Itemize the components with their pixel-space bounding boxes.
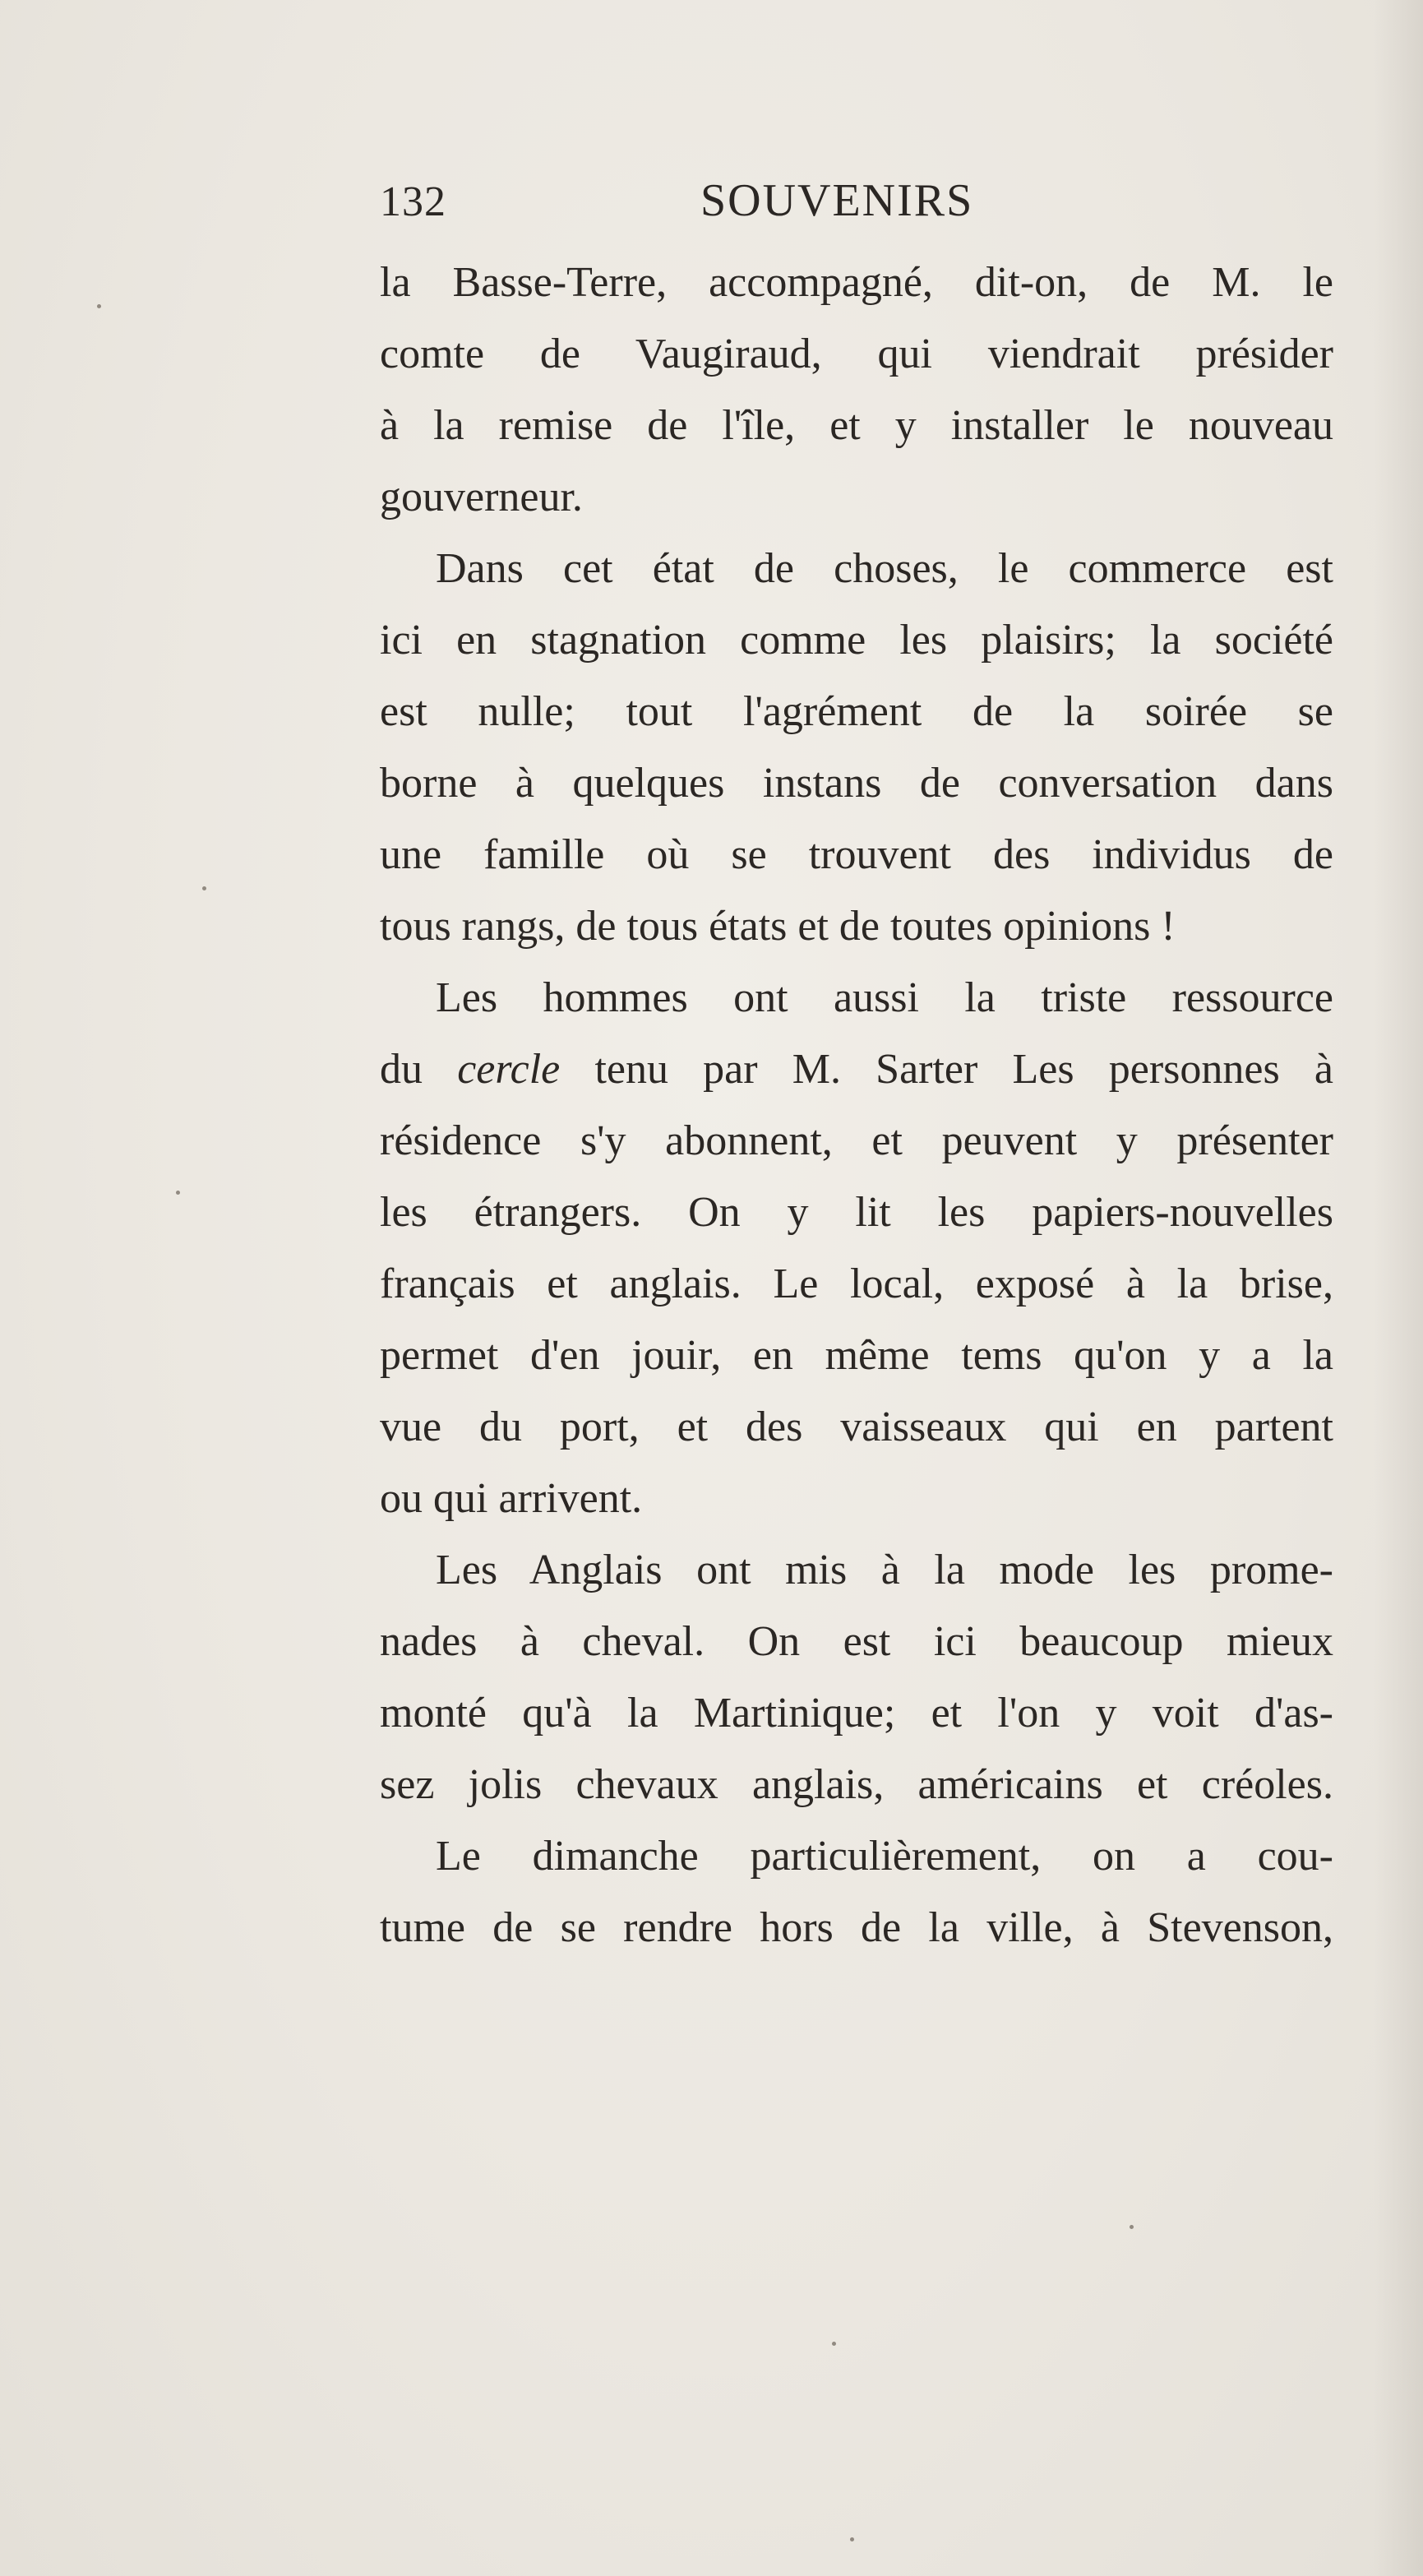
paper-speck [97,304,101,308]
text-line: tous rangs, de tous états et de toutes opinions ! [380,903,1176,950]
text-line: Les hommes ont aussi la triste ressource [436,974,1333,1021]
text-line: français et anglais. Le local, exposé à la brise, [380,1260,1333,1307]
paper-speck [850,2537,854,2541]
text-line: résidence s'y abonnent, et peuvent y présenter [380,1117,1333,1164]
italic-word: cercle [457,1046,561,1093]
text-line: tume de se rendre hors de la ville, à Stevenson, [380,1904,1333,1951]
running-title: SOUVENIRS [700,175,974,226]
text-line: à la remise de l'île, et y installer le nouveau [380,402,1333,449]
text-line: nades à cheval. On est ici beaucoup mieux [380,1618,1333,1665]
text-line: Le dimanche particulièrement, on a cou- [436,1833,1333,1880]
text-line: borne à quelques instans de conversation dans [380,760,1333,807]
paper-speck [176,1191,180,1195]
text-line: les étrangers. On y lit les papiers-nouvelles [380,1189,1333,1236]
page-gutter-shadow [1374,0,1423,2576]
text-line: la Basse-Terre, accompagné, dit-on, de M. le [380,259,1333,306]
text-line: permet d'en jouir, en même tems qu'on y a la [380,1332,1333,1379]
paper-speck [832,2342,836,2346]
text-line: est nulle; tout l'agrément de la soirée se [380,688,1333,735]
text-line: ou qui arrivent. [380,1475,643,1522]
text-line: Dans cet état de choses, le commerce est [436,545,1333,592]
text-line: ici en stagnation comme les plaisirs; la société [380,617,1333,664]
text-line: comte de Vaugiraud, qui viendrait présider [380,331,1333,377]
text-line: Les Anglais ont mis à la mode les prome- [436,1547,1333,1593]
text-line: vue du port, et des vaisseaux qui en partent [380,1404,1333,1450]
text-line: une famille où se trouvent des individus de [380,831,1333,878]
paper-speck [1130,2225,1134,2229]
text-line: gouverneur. [380,474,583,520]
page-header [380,174,1333,232]
text-line-with-italic: du cercle tenu par M. Sarter Les personnes à [380,1046,1333,1093]
text-line: sez jolis chevaux anglais, américains et créoles. [380,1761,1333,1808]
text-line: monté qu'à la Martinique; et l'on y voit d'as- [380,1690,1333,1737]
paper-speck [202,886,206,890]
page-number: 132 [380,178,446,225]
body-text [380,247,1333,1963]
